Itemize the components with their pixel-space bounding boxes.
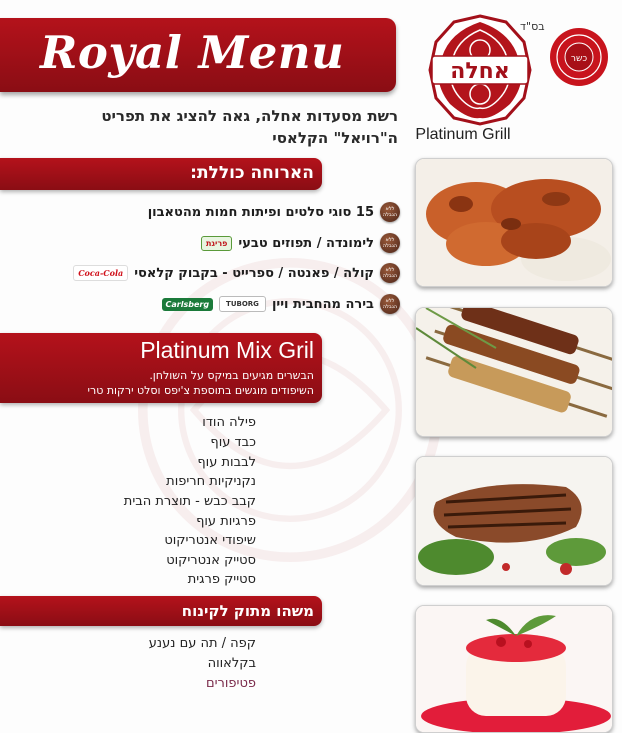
steak-image — [416, 457, 612, 585]
included-item — [10, 261, 400, 285]
achla-logo — [420, 12, 540, 127]
mix-banner — [0, 333, 322, 403]
unlimited-badge-icon: ללא הגבלה — [380, 263, 400, 283]
mix-item: סטייק אנטריקוט — [166, 553, 256, 568]
unlimited-badge-icon: ללא הגבלה — [380, 233, 400, 253]
unlimited-badge-icon: ללא הגבלה — [380, 294, 400, 314]
mix-title: Platinum Mix Gril — [140, 337, 314, 363]
included-banner — [0, 158, 322, 190]
included-item-text: לימונדה / תפוזים טבעי — [238, 235, 374, 251]
photo-grilled-chicken — [415, 158, 613, 287]
menu-title: Royal Menu — [40, 26, 345, 79]
skewers-image — [416, 308, 612, 436]
photo-skewers — [415, 307, 613, 437]
included-item — [10, 231, 400, 255]
dessert-image — [416, 606, 612, 732]
dessert-banner — [0, 596, 322, 626]
dessert-title: משהו מתוק לקינוח — [181, 602, 314, 620]
kosher-seal-icon — [548, 26, 610, 88]
included-item-text: 15 סוגי סלטים ופיתות חמות מהטאבון — [147, 204, 374, 220]
dessert-item: קפה / תה עם נענע — [148, 636, 256, 651]
dessert-item: פטיפורים — [206, 676, 256, 691]
included-item-text: בירה מהחבית ויין — [271, 296, 374, 312]
mix-item: פילה הודו — [202, 415, 256, 430]
tuborg-logo: TUBORG — [219, 296, 266, 312]
dessert-item: בקלאווה — [207, 656, 256, 671]
platinum-grill-label: Platinum Grill — [415, 126, 511, 143]
intro-line-1: רשת מסעדות אחלה, גאה להציג את תפריט — [101, 107, 398, 125]
intro-line-2: ה"רויאל" הקלאסי — [272, 129, 398, 147]
mix-note-1: הבשרים מגיעים במיקס על השולחן. — [149, 369, 314, 382]
carlsberg-logo: Carlsberg — [162, 298, 214, 311]
mix-item: סטייק פרגית — [187, 572, 256, 587]
mix-item: שיפודי אנטריקוט — [164, 533, 256, 548]
logo-name: אחלה — [450, 59, 510, 84]
included-item-text: קולה / פאנטה / ספרייט - בקבוק קלאסי — [134, 265, 374, 281]
mix-note-2: השיפודים מוגשים בתוספת צ'יפס וסלט ירקות טרי — [87, 384, 314, 397]
mix-item: נקניקיות חריפות — [166, 474, 256, 489]
prigat-logo: פריגת — [201, 236, 232, 251]
achla-logo-emblem-icon — [420, 12, 540, 127]
grilled-chicken-image — [416, 159, 612, 286]
photo-dessert — [415, 605, 613, 733]
included-item — [10, 200, 400, 224]
included-item — [10, 292, 400, 316]
unlimited-badge-icon: ללא הגבלה — [380, 202, 400, 222]
mix-item: לבבות עוף — [197, 455, 256, 470]
intro-text — [18, 105, 398, 149]
coca-cola-logo: Coca-Cola — [73, 265, 128, 281]
mix-item: כבד עוף — [210, 435, 256, 450]
mix-item: פרגיות עוף — [196, 514, 256, 529]
bsd-label: בס"ד — [520, 20, 545, 33]
kosher-text: כשר — [570, 54, 588, 64]
included-title: הארוחה כוללת: — [190, 163, 314, 183]
mix-item: קבב כבש - תוצרת הבית — [123, 494, 256, 509]
photo-steak — [415, 456, 613, 586]
title-banner — [0, 18, 396, 92]
